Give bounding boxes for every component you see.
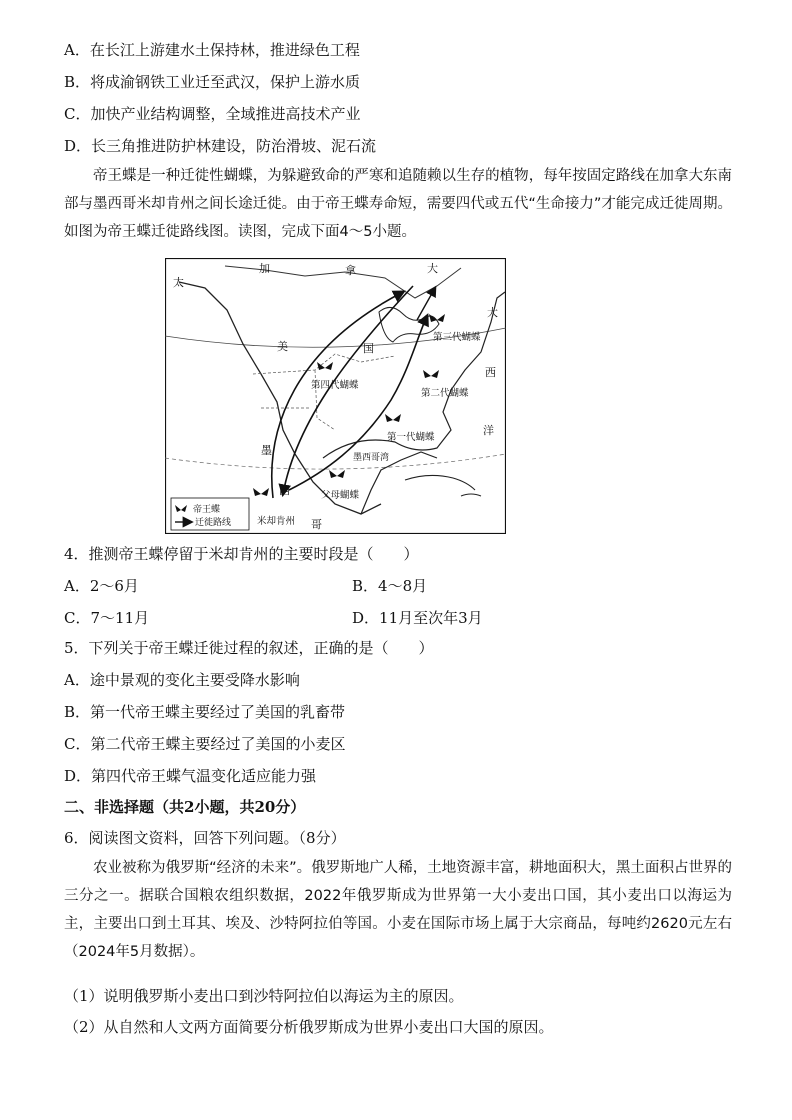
q5-option-d: D．第四代帝王蝶气温变化适应能力强 [64,767,317,785]
label-atlantic-2: 西 [485,366,496,379]
passage-butterfly-text: 帝王蝶是一种迁徙性蝴蝶，为躲避致命的严寒和追随赖以生存的植物，每年按固定路线在加拿大东南部与墨西哥米却肯州之间长途迁徙。由于帝王蝶寿命短，需要四代或五代“生命接力”才能完成迁徙周期。如图为帝王蝶迁徙路线图。读图，完成下面4～5小题。 [64,168,732,240]
label-canada-1: 加 [259,262,270,275]
q6-subquestion-1: （1）说明俄罗斯小麦出口到沙特阿拉伯以海运为主的原因。 [64,987,464,1005]
label-canada-3: 大 [427,262,438,275]
label-gulf-of-mexico: 墨西哥湾 [353,453,390,463]
legend-route-label: 迁徙路线 [195,518,232,528]
q6-stem: 6．阅读图文资料，回答下列问题。（8分） [64,829,346,847]
label-mexico-3: 哥 [311,518,322,531]
q3-option-d: D．长三角推进防护林建设，防治滑坡、泥石流 [64,137,377,155]
q5-option-b: B．第一代帝王蝶主要经过了美国的乳畜带 [64,703,346,721]
q3-option-b: B．将成渝钢铁工业迁至武汉，保护上游水质 [64,73,361,91]
label-generation-4: 第四代蝴蝶 [311,380,359,391]
q4-stem: 4．推测帝王蝶停留于米却肯州的主要时段是（ ） [64,545,419,563]
q4-option-a: A．2～6月 [64,577,139,595]
label-mexico-2: 西 [279,484,290,497]
q4-option-d: D．11月至次年3月 [352,609,483,627]
section2-heading: 二、非选择题（共2小题，共20分） [64,798,306,816]
label-parent-generation: 父母蝴蝶 [321,490,360,501]
q3-option-a: A．在长江上游建水土保持林，推进绿色工程 [64,41,360,59]
label-atlantic-1: 大 [487,306,498,319]
q6-passage [64,854,732,966]
label-canada-2: 拿 [345,264,356,277]
legend-butterfly-label: 帝王蝶 [193,505,221,515]
q5-option-c: C．第二代帝王蝶主要经过了美国的小麦区 [64,735,346,753]
label-generation-3: 第三代蝴蝶 [433,332,481,343]
label-usa-1: 美 [277,340,288,353]
label-generation-1: 第一代蝴蝶 [387,432,435,443]
passage-butterfly [64,162,732,246]
label-generation-2: 第二代蝴蝶 [421,388,469,399]
q6-passage-text: 农业被称为俄罗斯“经济的未来”。俄罗斯地广人稀，土地资源丰富，耕地面积大，黑土面积占世界的三分之一。据联合国粮农组织数据，2022年俄罗斯成为世界第一大小麦出口国，其小麦出口以海运为主，主要出口到土耳其、埃及、沙特阿拉伯等国。小麦在国际市场上属于大宗商品，每吨约2620元左右（2024年5月数据）。 [64,860,732,960]
map-legend [171,498,249,530]
label-mexico-1: 墨 [261,444,272,457]
q4-option-b: B．4～8月 [352,577,428,595]
monarch-migration-map [165,258,506,534]
label-atlantic-3: 洋 [483,424,494,437]
q5-option-a: A．途中景观的变化主要受降水影响 [64,671,300,689]
label-pacific: 太 [173,276,184,289]
label-michoacan: 米却肯州 [257,516,296,527]
q6-subquestion-2: （2）从自然和人文两方面简要分析俄罗斯成为世界小麦出口大国的原因。 [64,1018,554,1036]
label-usa-2: 国 [363,342,374,355]
q4-option-c: C．7～11月 [64,609,150,627]
q5-stem: 5．下列关于帝王蝶迁徙过程的叙述，正确的是（ ） [64,639,434,657]
q3-option-c: C．加快产业结构调整，全域推进高技术产业 [64,105,361,123]
